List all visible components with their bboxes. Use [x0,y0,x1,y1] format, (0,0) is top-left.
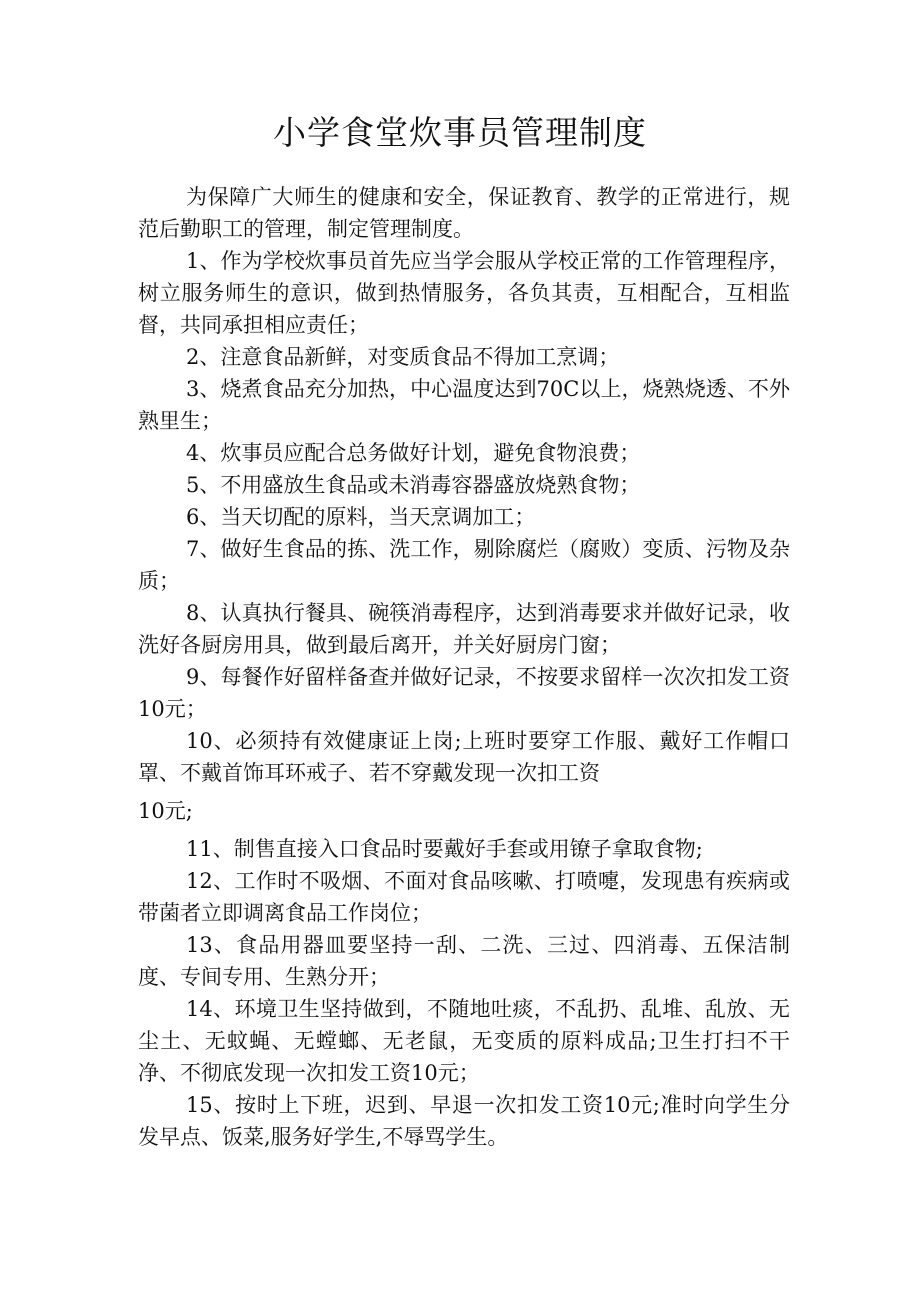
rule-item-2: 2、注意食品新鲜，对变质食品不得加工烹调； [186,345,620,369]
rule-item-7: 7、做好生食品的拣、洗工作，剔除腐烂（腐败）变质、污物及杂质； [138,537,790,593]
rule-item-1: 1、作为学校炊事员首先应当学会服从学校正常的工作管理程序，树立服务师生的意识，做到热情服务，各负其责，互相配合，互相监督，共同承担相应责任； [138,249,790,337]
rule-item-4: 4、炊事员应配合总务做好计划，避免食物浪费； [186,441,641,465]
rule-item-13: 13、食品用器皿要坚持一刮、二洗、三过、四消毒、五保洁制度、专间专用、生熟分开； [138,933,790,989]
rule-item-9: 9、每餐作好留样备查并做好记录，不按要求留样一次次扣发工资10元； [138,665,790,721]
document-title: 小学食堂炊事员管理制度 [273,113,647,152]
rule-item-10: 10、必须持有效健康证上岗;上班时要穿工作服、戴好工作帽口罩、不戴首饰耳环戒子、若不穿戴发现一次扣工资 [138,729,790,785]
rule-item-11: 11、制售直接入口食品时要戴好手套或用镣子拿取食物; [186,837,703,861]
rule-item-12: 12、工作时不吸烟、不面对食品咳嗽、打喷嚏，发现患有疾病或带菌者立即调离食品工作岗位； [138,869,790,925]
document-body [138,181,790,1153]
rule-item-5: 5、不用盛放生食品或未消毒容器盛放烧熟食物； [186,473,641,497]
rule-item-3: 3、烧煮食品充分加热，中心温度达到70C以上，烧熟烧透、不外熟里生； [138,377,790,433]
rule-item-15: 15、按时上下班，迟到、早退一次扣发工资10元;准时向学生分发早点、饭菜,服务好学生,不辱骂学生。 [138,1093,790,1149]
rule-item-14: 14、环境卫生坚持做到，不随地吐痰，不乱扔、乱堆、乱放、无尘土、无蚊蝇、无螳螂、无老鼠，无变质的原料成品;卫生打扫不干净、不彻底发现一次扣发工资10元； [138,997,790,1085]
rule-item-6: 6、当天切配的原料，当天烹调加工； [186,505,536,529]
intro-paragraph: 为保障广大师生的健康和安全，保证教育、教学的正常进行，规范后勤职工的管理，制定管理制度。 [138,185,790,241]
rule-item-10-tail: 10元; [138,799,193,823]
rule-item-8: 8、认真执行餐具、碗筷消毒程序，达到消毒要求并做好记录，收洗好各厨房用具，做到最后离开，并关好厨房门窗； [138,601,790,657]
